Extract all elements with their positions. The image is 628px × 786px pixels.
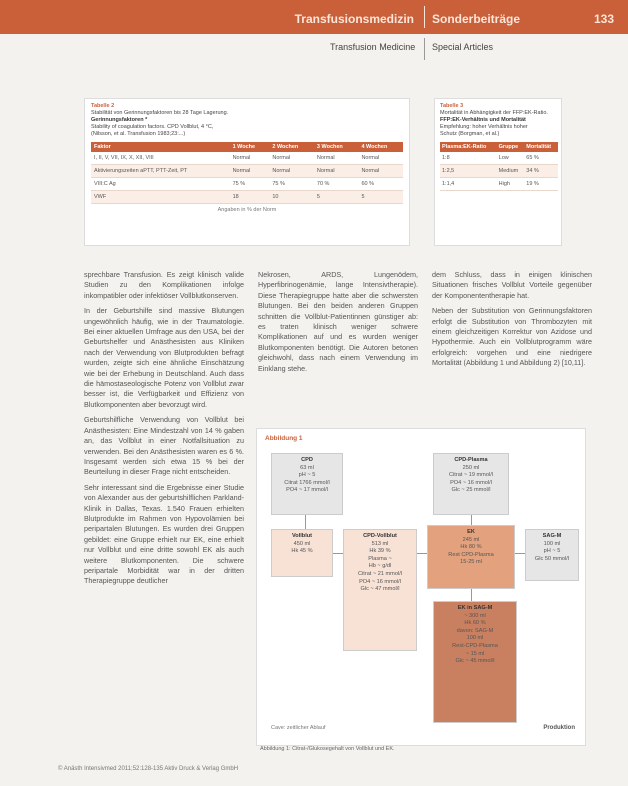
box-line: Glc ~ 45 mmol/l	[455, 658, 495, 665]
box-line: Plasma ~	[368, 555, 392, 562]
table-2-caption-line: (Nilsson, et al. Transfusion 1983;23:...)	[91, 131, 186, 137]
paragraph: Sehr interessant sind die Ergebnisse einer Studie von Alexander aus der geburtshilflichen Parkland-Klinik in Dallas, Texas. 1.540 Frauen erhielten Blutprodukte im Rahmen von Hypovolämien bei peripartalen Blutungen. Es wurden drei Gruppen gebildet: eine Gruppe erhielt nur EK, eine erhielt nur Vollblut und eine dritte sowohl EK als auch weitere Blutkomponenten. Die schwere peripartale Morbidität war in der dritten Therapiegruppe deutlicher	[84, 482, 244, 586]
page-number: 133	[593, 12, 614, 26]
box-line: Citrat ~ 21 mmol/l	[358, 570, 402, 577]
table-cell: High	[497, 178, 525, 191]
box-line: 250 ml	[462, 464, 480, 471]
box-line: 450 ml	[293, 540, 311, 547]
table-cell: 65 %	[524, 152, 558, 165]
box-line: pH ~ 5	[543, 548, 561, 555]
box-line: Citrat ~ 19 mmol/l	[449, 472, 493, 479]
box-line: 100 ml	[543, 540, 561, 547]
box-line: Hb ~ g/dl	[368, 563, 392, 570]
text-column-2	[258, 270, 418, 420]
box-title: CPD-Vollblut	[363, 533, 397, 539]
table-2-label: Tabelle 2	[91, 103, 115, 109]
arrow-connector	[471, 515, 472, 525]
box-line: pH ~ 5	[298, 472, 316, 479]
table-cell: Medium	[497, 165, 525, 178]
box-title: EK in SAG-M	[457, 605, 493, 611]
table-header-cell: Faktor	[91, 142, 230, 152]
table-3-caption-line: Schutz (Borgman, et al.)	[440, 131, 500, 137]
box-line: Hk 45 %	[291, 548, 313, 555]
table-3-caption	[435, 99, 561, 138]
table-row	[91, 191, 403, 204]
table-cell: VIII:C Ag	[91, 178, 230, 191]
table-3	[434, 98, 562, 246]
paragraph: dem Schluss, dass in einigen klinischen Situationen frisches Vollblut Vorteile gegenüber der Komponententherapie hat.	[432, 270, 592, 300]
header-divider	[424, 6, 425, 28]
table-header-cell: Plasma:EK-Ratio	[440, 142, 497, 152]
table-cell: 34 %	[524, 165, 558, 178]
table-cell: 1:2,5	[440, 165, 497, 178]
table-header-cell: Gruppe	[497, 142, 525, 152]
table-header-cell: 3 Wochen	[314, 142, 359, 152]
arrow-connector	[515, 553, 525, 554]
table-cell: Normal	[314, 152, 359, 165]
paragraph: sprechbare Transfusion. Es zeigt klinisch valide Studien zu den Komplikationen infolge inkompatibler oder infektiöser Vollblutkonserven.	[84, 270, 244, 300]
table-3-grid	[440, 142, 558, 191]
table-2-grid	[91, 142, 403, 204]
table-row	[440, 152, 558, 165]
table-header-row	[91, 142, 403, 152]
table-row	[440, 178, 558, 191]
box-line: 100 ml	[466, 635, 484, 642]
box-line: PO4 ~ 16 mmol/l	[450, 479, 492, 486]
table-header-cell: Mortalität	[524, 142, 558, 152]
table-header-row	[440, 142, 558, 152]
arrow-connector	[305, 515, 306, 529]
figure-label: Abbildung 1	[265, 435, 303, 442]
box-line: Glc ~ 47 mmol/l	[360, 586, 400, 593]
ek-sag-m-box	[433, 601, 517, 723]
table-2-caption-line: Stabilität von Gerinnungsfaktoren bis 28 Tage Lagerung.	[91, 110, 229, 116]
arrow-connector	[471, 589, 472, 601]
table-3-label: Tabelle 3	[440, 103, 464, 109]
table-row	[91, 152, 403, 165]
table-row	[91, 165, 403, 178]
table-2-caption	[85, 99, 409, 138]
table-cell: Normal	[358, 152, 403, 165]
table-cell: Normal	[314, 165, 359, 178]
table-cell: 60 %	[358, 178, 403, 191]
arrow-connector	[417, 553, 427, 554]
table-cell: 5	[358, 191, 403, 204]
box-line: Glc ~ 25 mmol/l	[451, 487, 491, 494]
figure-footer-label: Produktion	[543, 725, 575, 731]
table-header-cell: 4 Wochen	[358, 142, 403, 152]
table-cell: Normal	[269, 165, 314, 178]
header-bar	[0, 0, 628, 34]
box-line: PO4 ~ 17 mmol/l	[286, 487, 328, 494]
arrow-connector	[333, 553, 343, 554]
table-3-caption-line: Empfehlung: hoher Verhältnis hoher	[440, 124, 528, 130]
box-line: Rest-CPD-Plasma	[452, 642, 498, 649]
figure-caption: Abbildung 1: Citrat-/Glukosegehalt von Vollblut und EK.	[260, 746, 395, 752]
box-line: Hk 80 %	[460, 544, 482, 551]
text-column-1	[84, 270, 244, 750]
table-3-caption-line: Mortalität in Abhängigkeit der FFP:EK-Ratio.	[440, 110, 548, 116]
cpd-box	[271, 453, 343, 515]
table-cell: Low	[497, 152, 525, 165]
table-cell: 18	[230, 191, 270, 204]
box-line: PO4 ~ 16 mmol/l	[359, 578, 401, 585]
figure-legend: Cave: zeitlicher Ablauf	[271, 725, 326, 731]
table-cell: Normal	[230, 152, 270, 165]
section-title-right: Sonderbeiträge	[432, 12, 521, 26]
table-3-caption-bold: FFP:EK-Verhältnis und Mortalität	[440, 117, 526, 123]
paragraph: Nekrosen, ARDS, Lungenödem, Hyperfibrinogenämie, lange Intensivtherapie). Diese Therapiegruppe hatte aber die schwersten Blutungen. Bei den beiden anderen Gruppen schnitten die Vollblut-Patientinnen günstiger ab: es traten klinisch weniger schwere Komplikationen auf und es wurden weniger Blutkomponenten benötigt. Die Autoren betonen gleichwohl, dass nach einem Verwendung im Einklang stehe.	[258, 270, 418, 373]
box-title: CPD	[301, 457, 313, 463]
box-line: 63 ml	[300, 464, 314, 471]
box-line: Citrat 1766 mmol/l	[284, 479, 330, 486]
figure-1-diagram	[256, 428, 586, 746]
paragraph: Neben der Substitution von Gerinnungsfaktoren erfolgt die Substitution von Thrombozyten mit einem gleichzeitigen Korrektur von Azidose und Hypothermie. Auch ein Vollblutprogramm wäre erfolgreich: vorgehen und eine niedrigere Mortalität (Abbildung 1 und Abbildung 2) [10,11].	[432, 306, 592, 368]
box-title: SAG-M	[542, 533, 562, 539]
box-line: Glc 50 mmol/l	[534, 555, 570, 562]
cpd-vollblut-box	[343, 529, 417, 651]
box-line: 15-25 ml	[460, 559, 482, 566]
table-2	[84, 98, 410, 246]
box-title: CPD-Plasma	[454, 457, 488, 463]
box-line: davon: SAG-M	[456, 627, 494, 634]
table-header-cell: 2 Wochen	[269, 142, 314, 152]
vollblut-box	[271, 529, 333, 577]
box-line: 513 ml	[371, 540, 389, 547]
table-cell: 1:8	[440, 152, 497, 165]
sag-m-box	[525, 529, 579, 581]
section-subtitle-right: Special Articles	[432, 42, 494, 52]
table-row	[91, 178, 403, 191]
paragraph: Geburtshilfliche Verwendung von Vollblut bei Anästhesisten: Eine Mindestzahl von 14 % gaben an, das Vollblut in einer Notfallsituation zu verwenden. Bei den Anästhesisten waren es 6 %. Insgesamt werden sich etwa 15 % bei der Beurteilung in dieser Frage nicht entscheiden.	[84, 415, 244, 477]
section-subtitle-left: Transfusion Medicine	[330, 42, 416, 52]
page-footer: © Anästh Intensivmed 2011;52:128-135 Aktiv Druck & Verlag GmbH	[58, 766, 239, 772]
box-line: ~ 15 ml	[465, 650, 485, 657]
subheader-divider	[424, 38, 425, 60]
table-cell: Normal	[269, 152, 314, 165]
table-cell: 70 %	[314, 178, 359, 191]
table-cell: I, II, V, VII, IX, X, XII, VIII	[91, 152, 230, 165]
table-row	[440, 165, 558, 178]
cpd-plasma-box	[433, 453, 509, 515]
box-line: Rest CPD-Plasma	[448, 551, 494, 558]
table-cell: 1:1,4	[440, 178, 497, 191]
table-cell: Normal	[230, 165, 270, 178]
table-cell: VWF	[91, 191, 230, 204]
table-2-footnote: Angaben in % der Norm	[217, 207, 277, 213]
box-line: ~ 300 ml	[464, 612, 486, 619]
box-line: Hk 39 %	[369, 548, 391, 555]
table-cell: 75 %	[230, 178, 270, 191]
box-line: 245 ml	[462, 536, 480, 543]
box-line: Hk 60 %	[464, 620, 486, 627]
table-cell: Normal	[358, 165, 403, 178]
table-cell: 75 %	[269, 178, 314, 191]
paragraph: In der Geburtshilfe sind massive Blutungen ungewöhnlich häufig, wie in der Traumatologie. Bei einer aktuellen Umfrage aus den USA, bei der Geburtshelfer und Anästhesisten aus Kliniken nach der Verwendung von Blutprodukten befragt wurden, zeigte sich eine ähnliche Einschätzung wie bei der Erhebung in Deutschland. Auch dass die hämostaseologische Potenz von Vollblut zwar besser ist, die Verfügbarkeit und Effizienz von Blutkomponenten aber bevorzugt wird.	[84, 306, 244, 409]
table-cell: Aktivierungszeiten aPTT, PTT-Zeit, PT	[91, 165, 230, 178]
table-2-caption-line: Stability of coagulation factors. CPD Vollblut, 4 °C,	[91, 124, 214, 130]
table-cell: 5	[314, 191, 359, 204]
table-header-cell: 1 Woche	[230, 142, 270, 152]
ek-box	[427, 525, 515, 589]
box-title: Vollblut	[291, 533, 313, 539]
table-2-caption-bold: Gerinnungsfaktoren *	[91, 117, 148, 123]
text-column-3	[432, 270, 592, 420]
table-cell: 19 %	[524, 178, 558, 191]
box-title: EK	[467, 529, 475, 535]
section-title-de: Transfusionsmedizin	[294, 12, 414, 26]
table-cell: 10	[269, 191, 314, 204]
